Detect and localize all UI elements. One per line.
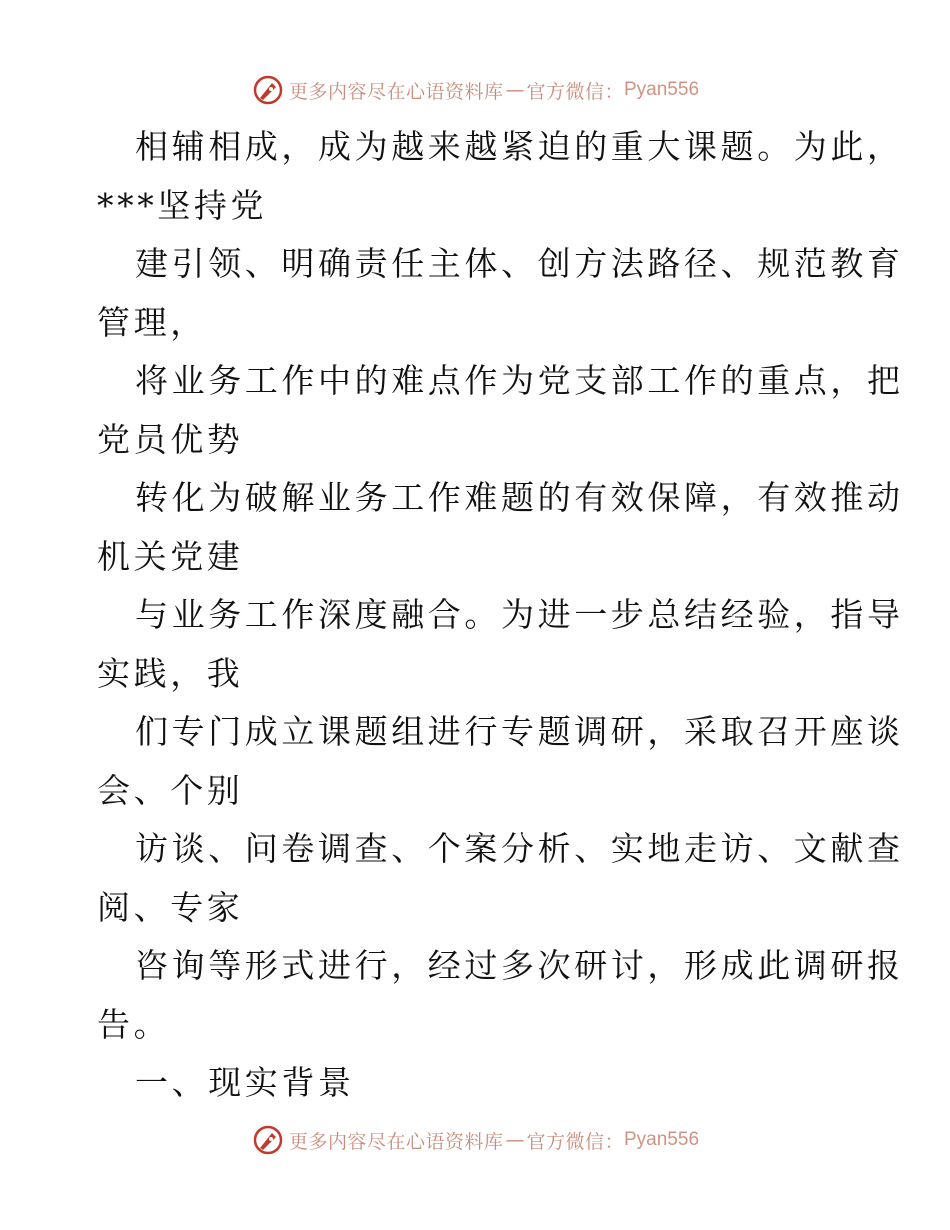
watermark-header <box>0 70 950 110</box>
body-line: 告。 <box>97 1004 171 1044</box>
body-line: 管理， <box>97 302 207 342</box>
body-line: 与业务工作深度融合。为进一步总结经验，指导 <box>135 595 904 634</box>
watermark-code: Pyan556 <box>624 1129 700 1150</box>
watermark-label: 官方微信： <box>526 1130 624 1153</box>
watermark-separator: — <box>505 1129 525 1151</box>
watermark-separator: — <box>505 79 525 101</box>
pen-nib-circle-icon <box>251 73 285 107</box>
body-line: 实践，我 <box>97 653 244 693</box>
section-heading: 一、现实背景 <box>135 1063 355 1102</box>
body-line: 会、个别 <box>97 770 244 810</box>
body-line: 访谈、问卷调查、个案分析、实地走访、文献查 <box>135 829 904 868</box>
watermark-footer <box>0 1120 950 1160</box>
document-body <box>97 118 904 1113</box>
watermark-code: Pyan556 <box>624 79 700 100</box>
body-line: 转化为破解业务工作难题的有效保障，有效推动 <box>135 478 904 517</box>
body-line: 建引领、明确责任主体、创方法路径、规范教育 <box>135 244 904 283</box>
body-line: 机关党建 <box>97 536 244 576</box>
watermark-text: 更多内容尽在心语资料库 <box>288 80 504 103</box>
watermark-text: 更多内容尽在心语资料库 <box>288 1130 504 1153</box>
body-line: 阅、专家 <box>97 887 244 927</box>
body-line: ***坚持党 <box>97 185 268 225</box>
body-line: 党员优势 <box>97 419 244 459</box>
watermark-label: 官方微信： <box>526 80 624 103</box>
body-line: 们专门成立课题组进行专题调研，采取召开座谈 <box>135 712 904 751</box>
pen-nib-circle-icon <box>251 1123 285 1157</box>
body-line: 相辅相成，成为越来越紧迫的重大课题。为此， <box>135 127 904 166</box>
body-line: 将业务工作中的难点作为党支部工作的重点，把 <box>135 361 904 400</box>
body-line: 咨询等形式进行，经过多次研讨，形成此调研报 <box>135 946 904 985</box>
